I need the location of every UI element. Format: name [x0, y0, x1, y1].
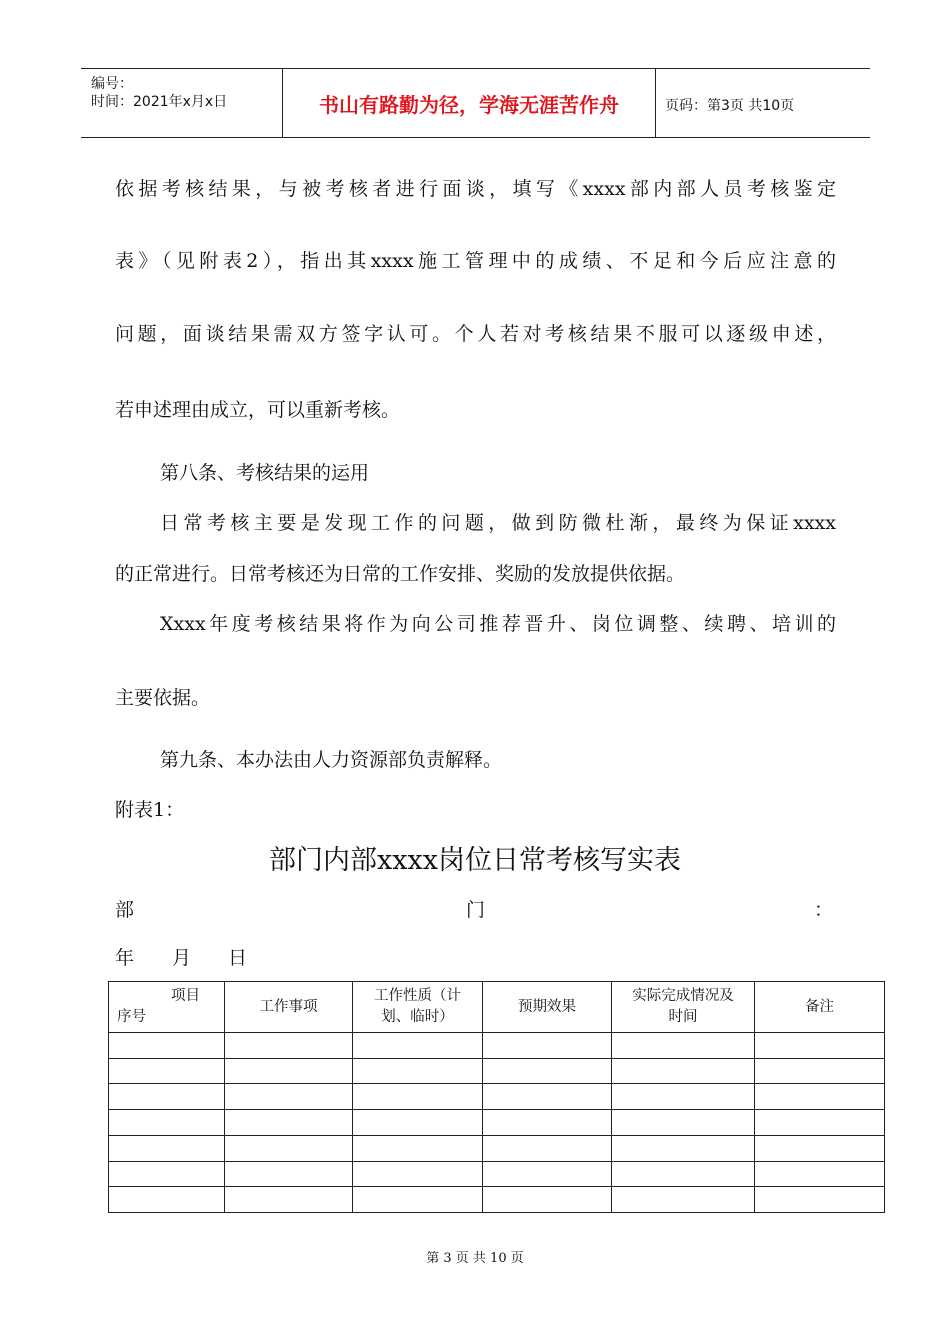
col-header-remark: 备注 [755, 982, 885, 1033]
table-cell[interactable] [225, 1033, 353, 1059]
dept-colon: ： [814, 899, 834, 921]
table-row [109, 1161, 885, 1187]
col-header-task: 工作事项 [225, 982, 353, 1033]
table-cell[interactable] [755, 1084, 885, 1110]
corner-item-label: 项目 [171, 988, 200, 1004]
col-header-actual-line1: 实际完成情况及 [632, 988, 734, 1004]
table-cell[interactable] [109, 1033, 225, 1059]
table-cell[interactable] [225, 1084, 353, 1110]
article-heading: 第九条、本办法由人力资源部负责解释。 [160, 749, 503, 771]
assessment-table [108, 981, 885, 1213]
col-header-actual [612, 982, 755, 1033]
table-row [109, 1033, 885, 1059]
table-row [109, 1135, 885, 1161]
header-meta [91, 75, 227, 111]
table-cell[interactable] [483, 1110, 612, 1136]
table-cell[interactable] [612, 1084, 755, 1110]
table-cell[interactable] [755, 1058, 885, 1084]
date-year-label: 年 [115, 947, 135, 969]
table-row [109, 1084, 885, 1110]
table-header-row [109, 982, 885, 1033]
col-header-actual-line2: 时间 [668, 1009, 698, 1025]
paragraph-line: 问题，面谈结果需双方签字认可。个人若对考核结果不服可以逐级申述， [115, 323, 836, 345]
paragraph-line: 的正常进行。日常考核还为日常的工作安排、奖励的发放提供依据。 [115, 563, 686, 585]
paragraph-line: 依据考核结果，与被考核者进行面谈，填写《xxxx部内部人员考核鉴定 [115, 178, 836, 200]
table-cell[interactable] [612, 1110, 755, 1136]
table-cell[interactable] [483, 1033, 612, 1059]
table-cell[interactable] [755, 1187, 885, 1213]
table-cell[interactable] [755, 1033, 885, 1059]
corner-serial-label: 序号 [117, 1009, 146, 1025]
header-motto: 书山有路勤为径，学海无涯苦作舟 [319, 92, 619, 117]
table-cell[interactable] [109, 1161, 225, 1187]
form-title: 部门内部xxxx岗位日常考核写实表 [269, 845, 681, 876]
dept-label: 部 [115, 899, 135, 921]
table-cell[interactable] [612, 1135, 755, 1161]
date-month-label: 月 [172, 947, 192, 969]
table-cell[interactable] [755, 1110, 885, 1136]
table-cell[interactable] [483, 1084, 612, 1110]
paragraph-line: Xxxx年度考核结果将作为向公司推荐晋升、岗位调整、续聘、培训的 [160, 613, 836, 635]
table-cell[interactable] [755, 1161, 885, 1187]
table-cell[interactable] [353, 1110, 483, 1136]
table-cell[interactable] [755, 1135, 885, 1161]
table-cell[interactable] [225, 1161, 353, 1187]
table-cell[interactable] [483, 1161, 612, 1187]
date-day-label: 日 [228, 947, 248, 969]
table-cell[interactable] [109, 1110, 225, 1136]
table-row [109, 1058, 885, 1084]
dept-label-2: 门 [466, 899, 486, 921]
document-number: 编号： [91, 76, 133, 92]
table-cell[interactable] [483, 1058, 612, 1084]
table-cell[interactable] [353, 1084, 483, 1110]
table-row [109, 1110, 885, 1136]
table-row [109, 1187, 885, 1213]
col-header-nature [353, 982, 483, 1033]
table-cell[interactable] [353, 1187, 483, 1213]
table-cell[interactable] [225, 1187, 353, 1213]
col-header-nature-line2: 划、临时） [381, 1009, 454, 1025]
table-corner-cell [109, 982, 225, 1033]
table-cell[interactable] [225, 1058, 353, 1084]
table-cell[interactable] [353, 1058, 483, 1084]
table-cell[interactable] [109, 1187, 225, 1213]
page-footer: 第 3 页 共 10 页 [426, 1251, 524, 1266]
table-cell[interactable] [353, 1033, 483, 1059]
table-cell[interactable] [483, 1135, 612, 1161]
table-cell[interactable] [225, 1110, 353, 1136]
table-cell[interactable] [353, 1161, 483, 1187]
paragraph-line: 主要依据。 [115, 687, 211, 709]
table-cell[interactable] [109, 1135, 225, 1161]
paragraph-line: 若申述理由成立，可以重新考核。 [115, 399, 401, 421]
header-page-number: 页码：第3页 共10页 [665, 98, 795, 114]
article-heading: 第八条、考核结果的运用 [160, 462, 370, 484]
table-cell[interactable] [612, 1058, 755, 1084]
table-cell[interactable] [225, 1135, 353, 1161]
col-header-expected: 预期效果 [483, 982, 612, 1033]
paragraph-line: 日常考核主要是发现工作的问题，做到防微杜渐，最终为保证xxxx [160, 512, 836, 534]
appendix-label: 附表1： [115, 799, 185, 821]
table-cell[interactable] [612, 1161, 755, 1187]
table-cell[interactable] [612, 1033, 755, 1059]
table-cell[interactable] [109, 1058, 225, 1084]
table-cell[interactable] [353, 1135, 483, 1161]
table-cell[interactable] [483, 1187, 612, 1213]
paragraph-line: 表》（见附表2），指出其xxxx施工管理中的成绩、不足和今后应注意的 [115, 250, 836, 272]
table-cell[interactable] [109, 1084, 225, 1110]
page-header [81, 68, 870, 138]
document-date: 时间：2021年x月x日 [91, 94, 228, 110]
col-header-nature-line1: 工作性质（计 [374, 988, 461, 1004]
header-divider [655, 69, 656, 137]
table-cell[interactable] [612, 1187, 755, 1213]
